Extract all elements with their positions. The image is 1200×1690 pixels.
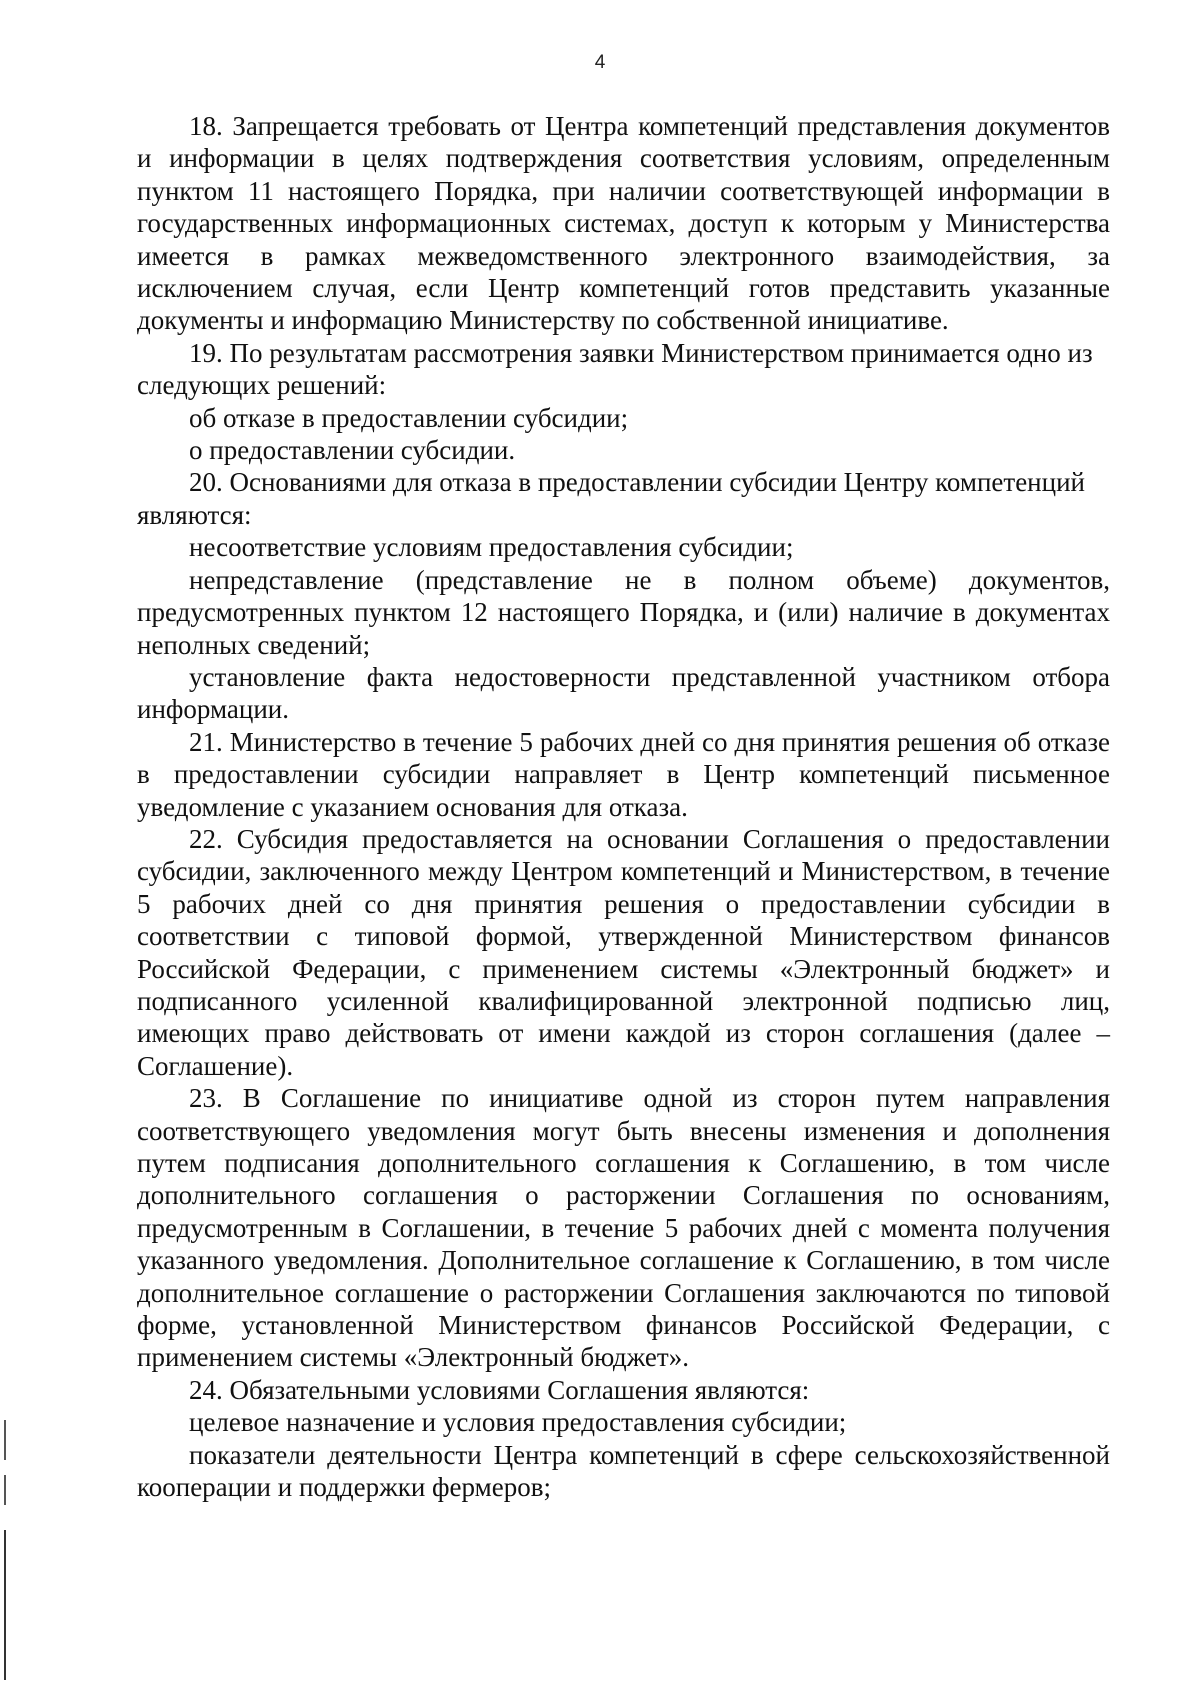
paragraph-19: 19. По результатам рассмотрения заявки Министерством принимается одно из следующих решений: [137, 337, 1093, 401]
paragraph-21: 21. Министерство в течение 5 рабочих дней со дня принятия решения об отказе в предоставлении субсидии направляет в Центр компетенций письменное уведомление с указанием основания для отказа. [137, 726, 1110, 822]
paragraph-24-condition-indicators: показатели деятельности Центра компетенций в сфере сельскохозяйственной кооперации и поддержки фермеров; [137, 1439, 1110, 1503]
paragraph-24: 24. Обязательными условиями Соглашения являются: [189, 1374, 810, 1405]
paragraph-20-ground-missing-documents: непредставление (представление не в полном объеме) документов, предусмотренных пунктом 12 настоящего Порядка, и (или) наличие в документах неполных сведений; [137, 564, 1110, 660]
scan-edge-line [4, 1530, 6, 1680]
paragraph-19-option-grant: о предоставлении субсидии. [189, 435, 516, 466]
page-number: 4 [594, 52, 606, 73]
document-body [137, 110, 1110, 1503]
scan-edge-mark [4, 1475, 6, 1505]
paragraph-22: 22. Субсидия предоставляется на основании Соглашения о предоставлении субсидии, заключенного между Центром компетенций и Министерством, в течение 5 рабочих дней со дня принятия решения о предоставлении субсидии в соответствии с типовой формой, утвержденной Министерством финансов Российской Федерации, с применением системы «Электронный бюджет» и подписанного усиленной квалифицированной электронной подписью лиц, имеющих право действовать от имени каждой из сторон соглашения (далее – Соглашение). [137, 823, 1110, 1081]
paragraph-24-condition-purpose: целевое назначение и условия предоставления субсидии; [189, 1407, 847, 1438]
paragraph-20: 20. Основаниями для отказа в предоставлении субсидии Центру компетенций являются: [137, 467, 1085, 530]
scan-edge-mark [4, 1420, 6, 1460]
paragraph-18: 18. Запрещается требовать от Центра компетенций представления документов и информации в целях подтверждения соответствия условиям, определенным пунктом 11 настоящего Порядка, при наличии соответствующей информации в государственных информационных системах, доступ к которым у Министерства имеется в рамках межведомственного электронного взаимодействия, за исключением случая, если Центр компетенций готов представить указанные документы и информацию Министерству по собственной инициативе. [137, 111, 1110, 336]
paragraph-23: 23. В Соглашение по инициативе одной из сторон путем направления соответствующего уведомления могут быть внесены изменения и дополнения путем подписания дополнительного соглашения к Соглашению, в том числе дополнительного соглашения о расторжении Соглашения по основаниям, предусмотренным в Соглашении, в течение 5 рабочих дней с момента получения указанного уведомления. Дополнительное соглашение к Соглашению, в том числе дополнительное соглашение о расторжении Соглашения заключаются по типовой форме, установленной Министерством финансов Российской Федерации, с применением системы «Электронный бюджет». [137, 1083, 1110, 1373]
paragraph-20-ground-false-information: установление факта недостоверности представленной участником отбора информации. [137, 661, 1110, 725]
paragraph-20-ground-nonconformity: несоответствие условиям предоставления субсидии; [189, 532, 794, 563]
paragraph-19-option-refusal: об отказе в предоставлении субсидии; [189, 402, 629, 433]
